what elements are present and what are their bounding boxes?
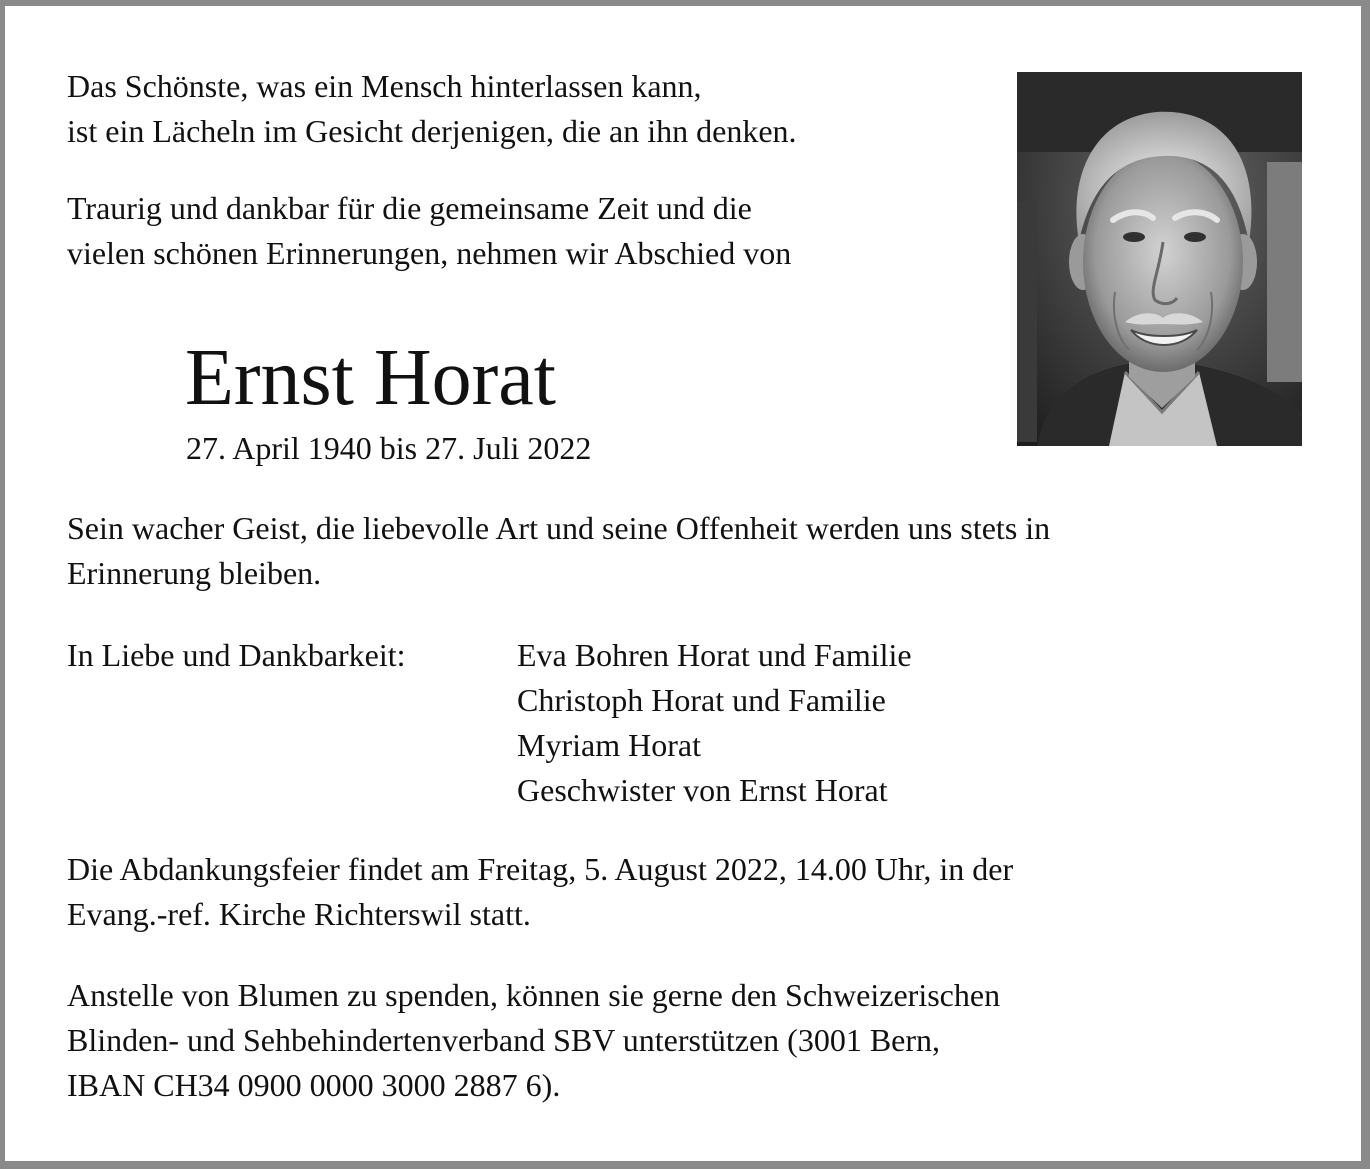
service-text xyxy=(67,847,1013,937)
portrait-image xyxy=(1017,72,1302,446)
quote-line: Das Schönste, was ein Mensch hinterlassen kann, xyxy=(67,68,702,104)
donation-line: IBAN CH34 0900 0000 3000 2887 6). xyxy=(67,1067,561,1103)
tribute-line: Sein wacher Geist, die liebevolle Art und seine Offenheit werden uns stets in xyxy=(67,510,1051,546)
tribute-line: Erinnerung bleiben. xyxy=(67,555,322,591)
intro-text xyxy=(67,186,791,276)
deceased-name: Ernst Horat xyxy=(185,334,557,422)
obituary-card xyxy=(5,6,1361,1161)
quote xyxy=(67,64,797,154)
mourner-name: Geschwister von Ernst Horat xyxy=(517,772,888,808)
intro-line: vielen schönen Erinnerungen, nehmen wir Abschied von xyxy=(67,235,792,271)
donation-line: Anstelle von Blumen zu spenden, können sie gerne den Schweizerischen xyxy=(67,977,1001,1013)
tribute-text xyxy=(67,506,1050,596)
mourner-name: Myriam Horat xyxy=(517,727,701,763)
quote-line: ist ein Lächeln im Gesicht derjenigen, die an ihn denken. xyxy=(67,113,797,149)
life-dates: 27. April 1940 bis 27. Juli 2022 xyxy=(186,430,592,466)
mourner-name: Christoph Horat und Familie xyxy=(517,682,886,718)
service-line: Evang.-ref. Kirche Richterswil statt. xyxy=(67,896,531,932)
service-line: Die Abdankungsfeier findet am Freitag, 5. August 2022, 14.00 Uhr, in der xyxy=(67,851,1014,887)
donation-text xyxy=(67,973,1000,1108)
portrait-photo xyxy=(1017,72,1302,446)
intro-line: Traurig und dankbar für die gemeinsame Zeit und die xyxy=(67,190,752,226)
donation-line: Blinden- und Sehbehindertenverband SBV unterstützen (3001 Bern, xyxy=(67,1022,941,1058)
mourners-list xyxy=(517,633,912,813)
mourners-label: In Liebe und Dankbarkeit: xyxy=(67,637,406,673)
mourner-name: Eva Bohren Horat und Familie xyxy=(517,637,912,673)
